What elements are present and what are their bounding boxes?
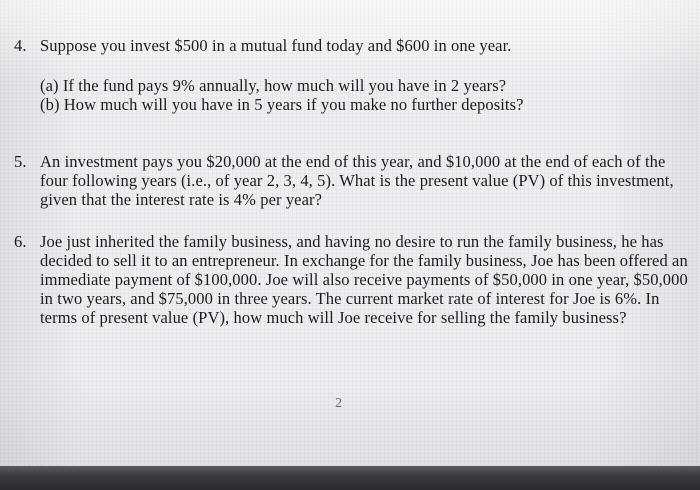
question-4-number: 4. [14, 36, 27, 55]
question-6-number: 6. [14, 232, 27, 251]
question-6-line-2: decided to sell it to an entrepreneur. In exchange for the family business, Joe has been offered an [40, 251, 688, 270]
question-4-part-a: (a) If the fund pays 9% annually, how much will you have in 2 years? [40, 76, 507, 95]
question-6-line-5: terms of present value (PV), how much will Joe receive for selling the family business? [40, 308, 627, 327]
page-number: 2 [335, 396, 342, 411]
question-5-number: 5. [14, 152, 27, 171]
question-5-line-1: An investment pays you $20,000 at the end of this year, and $10,000 at the end of each of the [40, 152, 666, 171]
question-6-line-3: immediate payment of $100,000. Joe will also receive payments of $50,000 in one year, $50,000 [40, 270, 688, 289]
question-6-line-1: Joe just inherited the family business, and having no desire to run the family business, he has [40, 232, 664, 251]
question-4-part-b: (b) How much will you have in 5 years if you make no further deposits? [40, 95, 524, 114]
question-5-line-3: given that the interest rate is 4% per year? [40, 190, 323, 209]
page-bottom-edge [0, 466, 700, 490]
question-4-text: Suppose you invest $500 in a mutual fund today and $600 in one year. [40, 36, 512, 55]
question-6-line-4: in two years, and $75,000 in three years. The current market rate of interest for Joe is 6%. In [40, 289, 660, 308]
question-5-line-2: four following years (i.e., of year 2, 3, 4, 5). What is the present value (PV) of this investment, [40, 171, 674, 190]
